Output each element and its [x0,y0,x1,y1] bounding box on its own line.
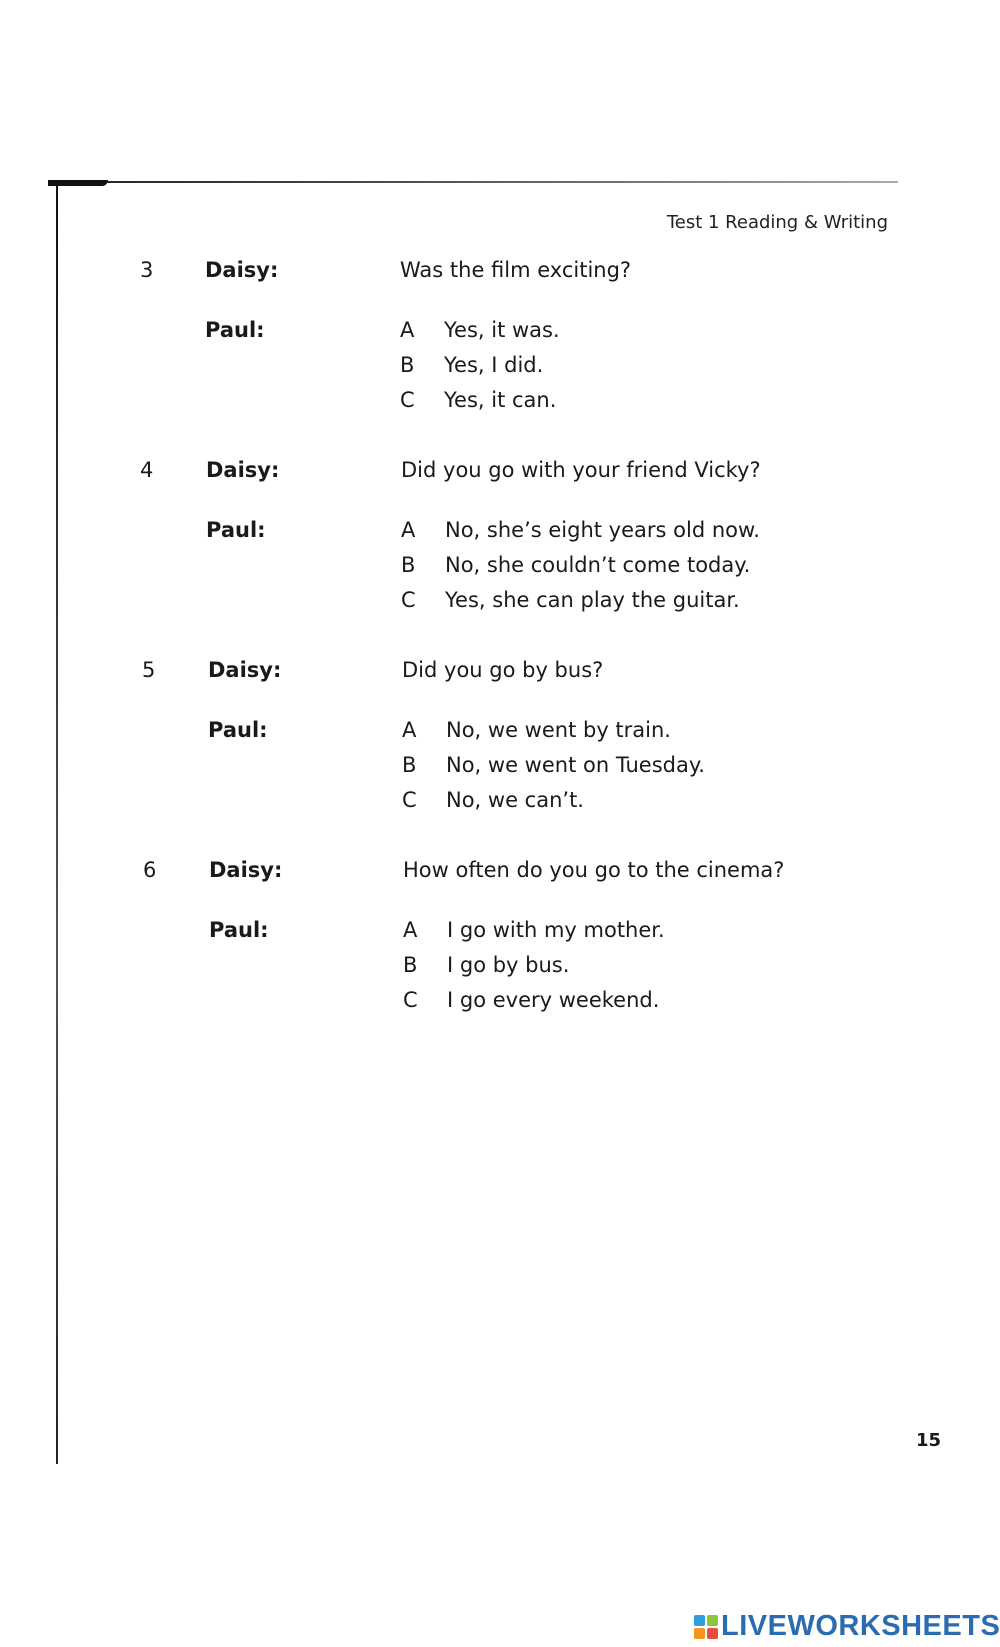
question-text: Was the film exciting? [400,258,632,282]
answer-option[interactable]: No, we went on Tuesday. [446,753,705,777]
speaker-paul: Paul: [209,918,269,942]
page-header: Test 1 Reading & Writing [666,212,888,233]
left-border-line [56,184,58,1464]
answer-option[interactable]: Yes, it was. [444,318,560,342]
question-number: 3 [140,258,154,282]
answer-option[interactable]: No, we can’t. [446,788,584,812]
speaker-paul: Paul: [208,718,268,742]
page-number: 15 [916,1430,942,1451]
question-text: Did you go with your friend Vicky? [401,458,761,482]
answer-option[interactable]: I go every weekend. [447,988,660,1012]
liveworksheets-logo [694,1610,1000,1643]
liveworksheets-logo-icon [694,1615,718,1639]
question-number: 6 [143,858,157,882]
option-letter: B [400,353,415,377]
option-letter: B [403,953,418,977]
logo-text: LIVEWORKSHEETS [721,1610,1000,1642]
answer-option[interactable]: I go with my mother. [447,918,665,942]
question-text: How often do you go to the cinema? [403,858,785,882]
question-number: 4 [140,458,154,482]
speaker-paul: Paul: [205,318,265,342]
speaker-paul: Paul: [206,518,266,542]
speaker-daisy: Daisy: [209,858,283,882]
speaker-daisy: Daisy: [208,658,282,682]
option-letter: A [400,318,415,342]
option-letter: B [402,753,417,777]
answer-option[interactable]: Yes, it can. [444,388,557,412]
answer-option[interactable]: No, she’s eight years old now. [445,518,760,542]
option-letter: A [401,518,416,542]
option-letter: C [403,988,418,1012]
top-border-line [50,181,898,183]
answer-option[interactable]: No, she couldn’t come today. [445,553,751,577]
option-letter: C [401,588,416,612]
answer-option[interactable]: Yes, she can play the guitar. [445,588,740,612]
question-number: 5 [142,658,156,682]
answer-option[interactable]: I go by bus. [447,953,570,977]
option-letter: A [402,718,417,742]
option-letter: A [403,918,418,942]
question-text: Did you go by bus? [402,658,604,682]
option-letter: C [400,388,415,412]
speaker-daisy: Daisy: [206,458,280,482]
option-letter: C [402,788,417,812]
answer-option[interactable]: Yes, I did. [444,353,544,377]
speaker-daisy: Daisy: [205,258,279,282]
option-letter: B [401,553,416,577]
answer-option[interactable]: No, we went by train. [446,718,671,742]
